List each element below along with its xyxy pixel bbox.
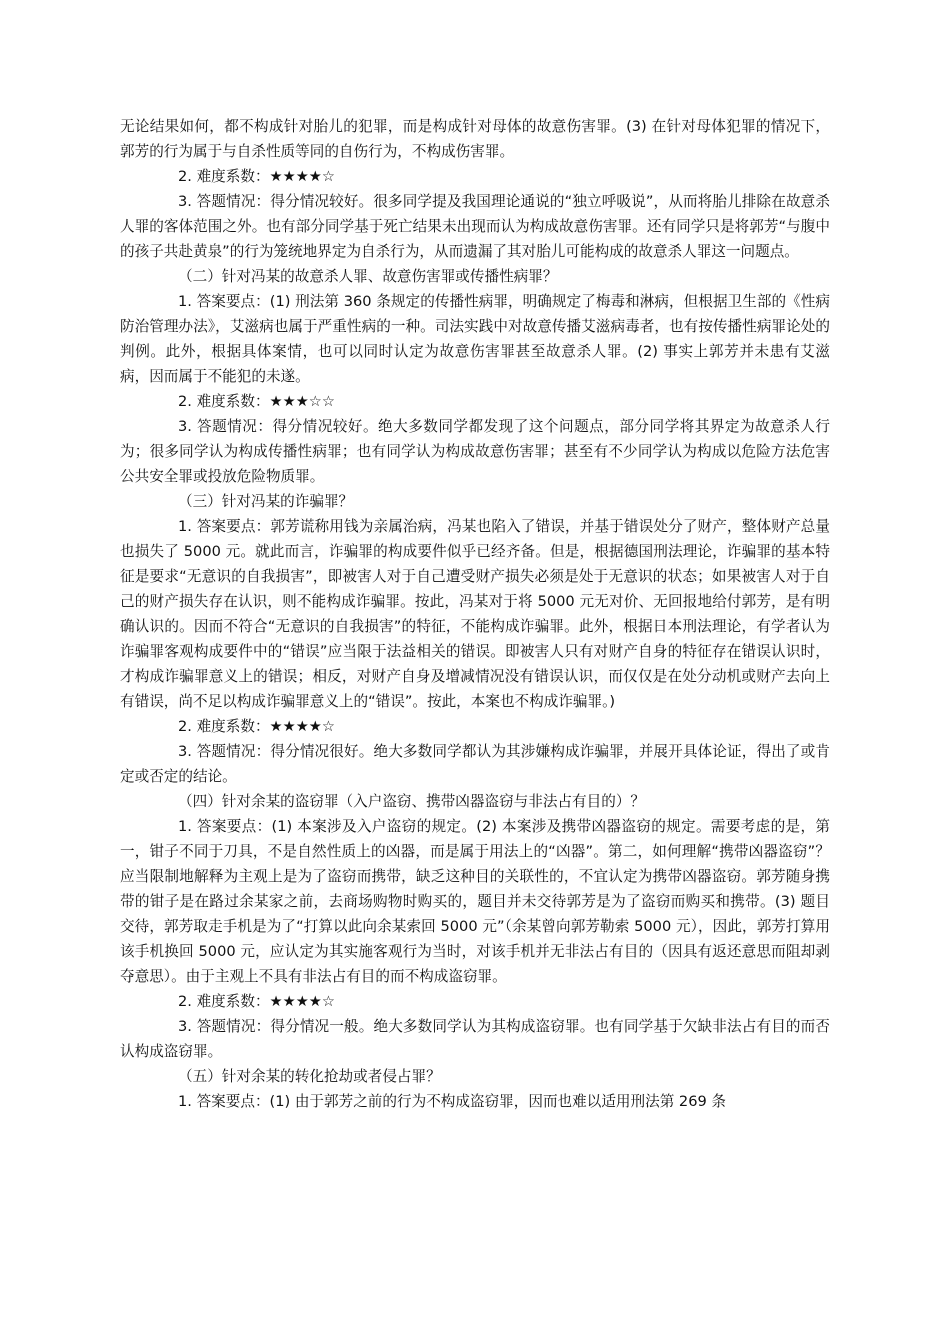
document-body (120, 114, 830, 1114)
difficulty-rating: 2. 难度系数：★★★★☆ (178, 168, 335, 185)
answer-status: 3. 答题情况：得分情况较好。很多同学提及我国理论通说的“独立呼吸说”，从而将胎儿排除在故意杀人罪的客体范围之外。也有部分同学基于死亡结果未出现而认为构成故意伤害罪。还有同学只是将郭芳“与腹中的孩子共赴黄泉”的行为笼统地界定为自杀行为，从而遗漏了其对胎儿可能构成的故意杀人罪这一问题点。 (120, 193, 830, 260)
answer-points: 1. 答案要点：(1) 由于郭芳之前的行为不构成盗窃罪，因而也难以适用刑法第 269 条 (178, 1093, 727, 1110)
section-heading-4: （四）针对余某的盗窃罪（入户盗窃、携带凶器盗窃与非法占有目的）？ (178, 793, 646, 810)
paragraph-continuation: 无论结果如何，都不构成针对胎儿的犯罪，而是构成针对母体的故意伤害罪。(3) 在针对母体犯罪的情况下，郭芳的行为属于与自杀性质等同的自伤行为，不构成伤害罪。 (120, 118, 830, 160)
answer-points: 1. 答案要点：(1) 本案涉及入户盗窃的规定。(2) 本案涉及携带凶器盗窃的规定。需要考虑的是，第一，钳子不同于刀具，不是自然性质上的凶器，而是属于用法上的“凶器”。第二，如何理解“携带凶器盗窃”？应当限制地解释为主观上是为了盗窃而携带，缺乏这种目的关联性的，不宜认定为携带凶器盗窃。郭芳随身携带的钳子是在路过余某家之前，去商场购物时购买的，题目并未交待郭芳是为了盗窃而购买和携带。(3) 题目交待，郭芳取走手机是为了“打算以此向余某索回 5000 元”（余某曾向郭芳勒索 5000 元），因此，郭芳打算用该手机换回 5000 元，应认定为其实施客观行为当时，对该手机并无非法占有目的（因具有返还意思而阻却剥夺意思）。由于主观上不具有非法占有目的而不构成盗窃罪。 (120, 818, 830, 985)
answer-status: 3. 答题情况：得分情况一般。绝大多数同学认为其构成盗窃罪。也有同学基于欠缺非法占有目的而否认构成盗窃罪。 (120, 1018, 830, 1060)
answer-status: 3. 答题情况：得分情况较好。绝大多数同学都发现了这个问题点，部分同学将其界定为故意杀人行为；很多同学认为构成传播性病罪；也有同学认为构成故意伤害罪；甚至有不少同学认为构成以危险方法危害公共安全罪或投放危险物质罪。 (120, 418, 830, 485)
answer-status: 3. 答题情况：得分情况很好。绝大多数同学都认为其涉嫌构成诈骗罪，并展开具体论证，得出了或肯定或否定的结论。 (120, 743, 830, 785)
section-heading-2: （二）针对冯某的故意杀人罪、故意伤害罪或传播性病罪？ (178, 268, 558, 285)
difficulty-rating: 2. 难度系数：★★★★☆ (178, 993, 335, 1010)
answer-points: 1. 答案要点：(1) 刑法第 360 条规定的传播性病罪，明确规定了梅毒和淋病，但根据卫生部的《性病防治管理办法》，艾滋病也属于严重性病的一种。司法实践中对故意传播艾滋病毒者，也有按传播性病罪论处的判例。此外，根据具体案情，也可以同时认定为故意伤害罪甚至故意杀人罪。(2) 事实上郭芳并未患有艾滋病，因而属于不能犯的未遂。 (120, 293, 830, 385)
difficulty-rating: 2. 难度系数：★★★★☆ (178, 718, 335, 735)
difficulty-rating: 2. 难度系数：★★★☆☆ (178, 393, 335, 410)
section-heading-5: （五）针对余某的转化抢劫或者侵占罪？ (178, 1068, 441, 1085)
answer-points: 1. 答案要点：郭芳谎称用钱为亲属治病，冯某也陷入了错误，并基于错误处分了财产，整体财产总量也损失了 5000 元。就此而言，诈骗罪的构成要件似乎已经齐备。但是，根据德国刑法理论，诈骗罪的基本特征是要求“无意识的自我损害”，即被害人对于自己遭受财产损失必须是处于无意识的状态；如果被害人对于自己的财产损失存在认识，则不能构成诈骗罪。按此，冯某对于将 5000 元无对价、无回报地给付郭芳，是有明确认识的。因而不符合“无意识的自我损害”的特征，不能构成诈骗罪。此外，根据日本刑法理论，有学者认为诈骗罪客观构成要件中的“错误”应当限于法益相关的错误。即被害人只有对财产自身的特征存在错误认识时，才构成诈骗罪意义上的错误；相反，对财产自身及增减情况没有错误认识，而仅仅是在处分动机或财产去向上有错误，尚不足以构成诈骗罪意义上的“错误”。按此，本案也不构成诈骗罪。) (120, 518, 830, 710)
section-heading-3: （三）针对冯某的诈骗罪？ (178, 493, 354, 510)
